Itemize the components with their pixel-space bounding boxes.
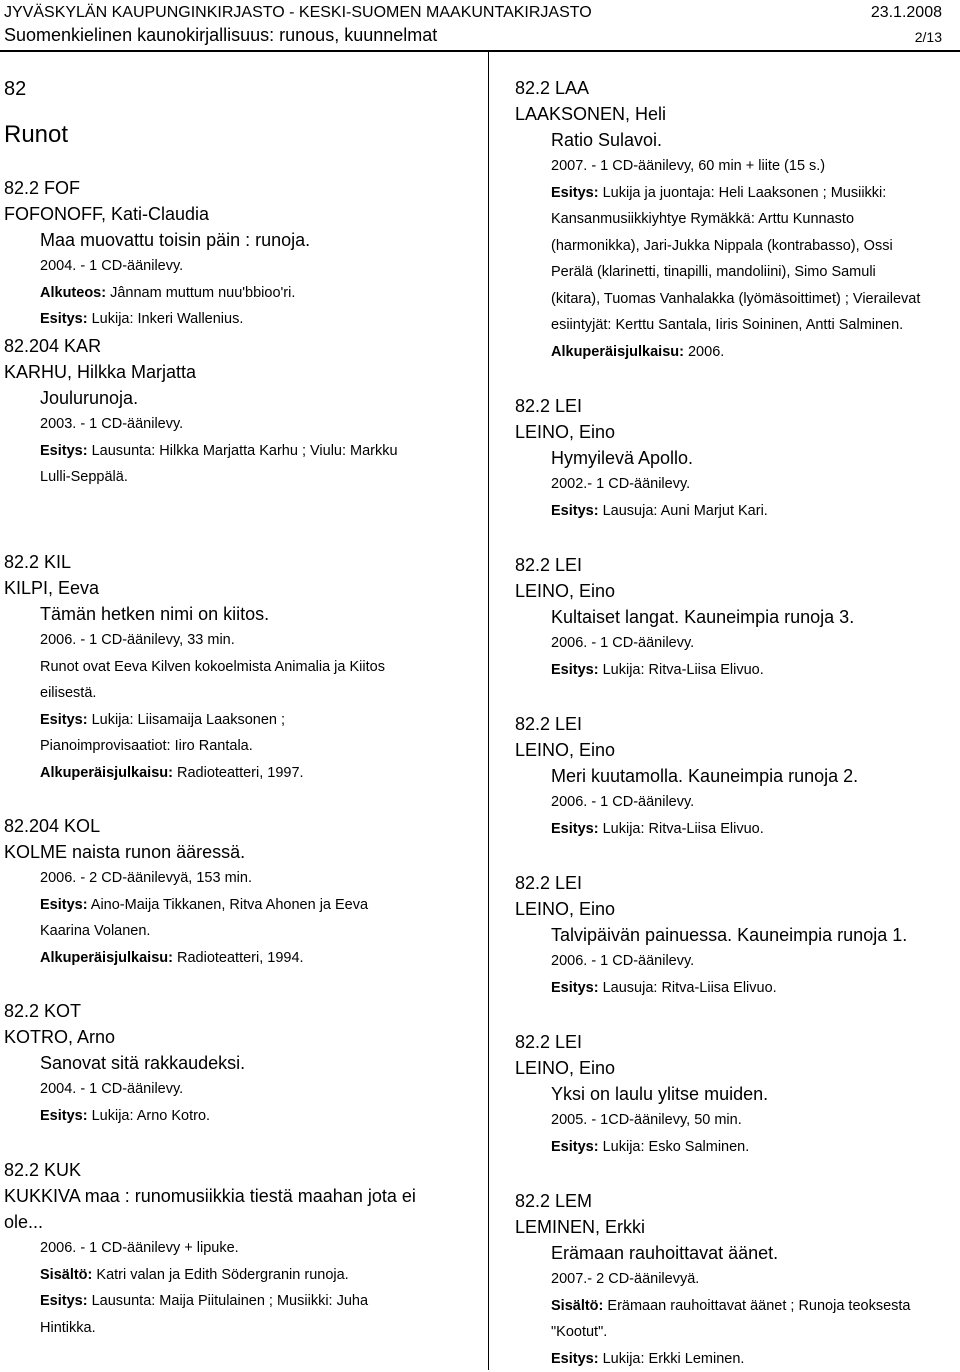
meta-line: Kansanmusiikkiyhtye Rymäkkä: Arttu Kunnasto — [515, 206, 960, 233]
class-code: 82.204 KAR — [4, 333, 480, 359]
page-number: 2/13 — [915, 25, 942, 49]
catalog-entry — [515, 870, 960, 1001]
meta-line: Alkuteos: Jânnam muttum nuu'bbioo'ri. — [4, 280, 480, 307]
class-code: 82.2 LEI — [515, 393, 960, 419]
meta-line: Esitys: Lukija ja juontaja: Heli Laaksonen ; Musiikki: — [515, 180, 960, 207]
author: KUKKIVA maa : runomusiikkia tiestä maahan jota ei — [4, 1183, 480, 1209]
meta-line: esiintyjät: Kerttu Santala, Iiris Soininen, Antti Salminen. — [515, 312, 960, 339]
meta-line: (harmonikka), Jari-Jukka Nippala (kontrabasso), Ossi — [515, 233, 960, 260]
meta-line: Lulli-Seppälä. — [4, 464, 480, 491]
class-code: 82.2 LEI — [515, 711, 960, 737]
meta-line: 2005. - 1CD-äänilevy, 50 min. — [515, 1107, 960, 1134]
document-subtitle: Suomenkielinen kaunokirjallisuus: runous, kuunnelmat — [4, 23, 437, 47]
chapter-number: 82 — [4, 75, 26, 103]
meta-line: Alkuperäisjulkaisu: 2006. — [515, 339, 960, 366]
meta-line: 2007.- 2 CD-äänilevyä. — [515, 1266, 960, 1293]
meta-line: Esitys: Lausuja: Auni Marjut Kari. — [515, 498, 960, 525]
meta-line: 2006. - 1 CD-äänilevy. — [515, 789, 960, 816]
work-title: Erämaan rauhoittavat äänet. — [515, 1240, 960, 1266]
work-title: Ratio Sulavoi. — [515, 127, 960, 153]
meta-line: Esitys: Lukija: Ritva-Liisa Elivuo. — [515, 816, 960, 843]
meta-line: Esitys: Lukija: Esko Salminen. — [515, 1134, 960, 1161]
work-title: Tämän hetken nimi on kiitos. — [4, 601, 480, 627]
meta-line: Sisältö: Katri valan ja Edith Södergranin runoja. — [4, 1262, 480, 1289]
author: LEINO, Eino — [515, 896, 960, 922]
meta-line: 2006. - 1 CD-äänilevy + lipuke. — [4, 1235, 480, 1262]
author: KILPI, Eeva — [4, 575, 480, 601]
meta-line: Kaarina Volanen. — [4, 918, 480, 945]
author: KOLME naista runon ääressä. — [4, 839, 480, 865]
meta-line: Alkuperäisjulkaisu: Radioteatteri, 1997. — [4, 760, 480, 787]
class-code: 82.2 LEM — [515, 1188, 960, 1214]
author: KOTRO, Arno — [4, 1024, 480, 1050]
meta-line: 2006. - 1 CD-äänilevy. — [515, 630, 960, 657]
catalog-entry — [4, 549, 480, 786]
class-code: 82.2 LEI — [515, 870, 960, 896]
page-subheader — [4, 23, 954, 47]
meta-line: 2003. - 1 CD-äänilevy. — [4, 411, 480, 438]
work-title: Yksi on laulu ylitse muiden. — [515, 1081, 960, 1107]
page-header — [4, 2, 954, 24]
chapter-title: Runot — [4, 119, 68, 151]
meta-line: 2006. - 1 CD-äänilevy, 33 min. — [4, 627, 480, 654]
work-title: Hymyilevä Apollo. — [515, 445, 960, 471]
meta-line: Esitys: Lausunta: Hilkka Marjatta Karhu ; Viulu: Markku — [4, 438, 480, 465]
work-title: Joulurunoja. — [4, 385, 480, 411]
catalog-entry — [4, 1157, 480, 1341]
author: LEINO, Eino — [515, 1055, 960, 1081]
meta-line: Esitys: Lukija: Arno Kotro. — [4, 1103, 480, 1130]
work-title: Maa muovattu toisin päin : runoja. — [4, 227, 480, 253]
meta-line: Esitys: Lukija: Liisamaija Laaksonen ; — [4, 707, 480, 734]
column-divider — [488, 52, 489, 1370]
meta-line: 2002.- 1 CD-äänilevy. — [515, 471, 960, 498]
library-name: JYVÄSKYLÄN KAUPUNGINKIRJASTO - KESKI-SUOMEN MAAKUNTAKIRJASTO — [4, 2, 592, 24]
meta-line: Sisältö: Erämaan rauhoittavat äänet ; Runoja teoksesta — [515, 1293, 960, 1320]
meta-line: Esitys: Lukija: Ritva-Liisa Elivuo. — [515, 657, 960, 684]
meta-line: 2004. - 1 CD-äänilevy. — [4, 1076, 480, 1103]
meta-line: eilisestä. — [4, 680, 480, 707]
author: KARHU, Hilkka Marjatta — [4, 359, 480, 385]
author: LEINO, Eino — [515, 737, 960, 763]
meta-line: Pianoimprovisaatiot: Iiro Rantala. — [4, 733, 480, 760]
meta-line: Esitys: Aino-Maija Tikkanen, Ritva Ahonen ja Eeva — [4, 892, 480, 919]
work-title: Sanovat sitä rakkaudeksi. — [4, 1050, 480, 1076]
header-rule — [0, 50, 960, 52]
catalog-entry — [515, 393, 960, 524]
catalog-entry — [515, 552, 960, 683]
meta-line: "Kootut". — [515, 1319, 960, 1346]
class-code: 82.204 KOL — [4, 813, 480, 839]
meta-line: 2006. - 2 CD-äänilevyä, 153 min. — [4, 865, 480, 892]
class-code: 82.2 KUK — [4, 1157, 480, 1183]
author: LEINO, Eino — [515, 419, 960, 445]
author: LEINO, Eino — [515, 578, 960, 604]
class-code: 82.2 LEI — [515, 1029, 960, 1055]
work-title: Meri kuutamolla. Kauneimpia runoja 2. — [515, 763, 960, 789]
class-code: 82.2 FOF — [4, 175, 480, 201]
meta-line: Esitys: Lausuja: Ritva-Liisa Elivuo. — [515, 975, 960, 1002]
author: LAAKSONEN, Heli — [515, 101, 960, 127]
meta-line: 2004. - 1 CD-äänilevy. — [4, 253, 480, 280]
meta-line: Esitys: Lukija: Erkki Leminen. — [515, 1346, 960, 1372]
meta-line: Esitys: Lausunta: Maija Piitulainen ; Musiikki: Juha — [4, 1288, 480, 1315]
meta-line: Runot ovat Eeva Kilven kokoelmista Animalia ja Kiitos — [4, 654, 480, 681]
author: FOFONOFF, Kati-Claudia — [4, 201, 480, 227]
class-code: 82.2 LEI — [515, 552, 960, 578]
meta-line: Hintikka. — [4, 1315, 480, 1342]
meta-line: 2007. - 1 CD-äänilevy, 60 min + liite (15 s.) — [515, 153, 960, 180]
class-code: 82.2 KOT — [4, 998, 480, 1024]
catalog-entry — [4, 813, 480, 971]
class-code: 82.2 KIL — [4, 549, 480, 575]
catalog-entry — [515, 1029, 960, 1160]
catalog-entry — [515, 1188, 960, 1372]
meta-line: (kitara), Tuomas Vanhalakka (lyömäsoittimet) ; Vierailevat — [515, 286, 960, 313]
catalog-entry — [515, 711, 960, 842]
work-title: Talvipäivän painuessa. Kauneimpia runoja 1. — [515, 922, 960, 948]
catalog-entry — [4, 175, 480, 333]
header-date: 23.1.2008 — [871, 2, 942, 24]
catalog-entry — [4, 998, 480, 1129]
class-code: 82.2 LAA — [515, 75, 960, 101]
meta-line: Perälä (klarinetti, tinapilli, mandoliini), Simo Samuli — [515, 259, 960, 286]
author: LEMINEN, Erkki — [515, 1214, 960, 1240]
author-continued: ole... — [4, 1209, 480, 1235]
meta-line: Esitys: Lukija: Inkeri Wallenius. — [4, 306, 480, 333]
catalog-entry — [4, 333, 480, 491]
catalog-entry — [515, 75, 960, 365]
meta-line: 2006. - 1 CD-äänilevy. — [515, 948, 960, 975]
meta-line: Alkuperäisjulkaisu: Radioteatteri, 1994. — [4, 945, 480, 972]
work-title: Kultaiset langat. Kauneimpia runoja 3. — [515, 604, 960, 630]
